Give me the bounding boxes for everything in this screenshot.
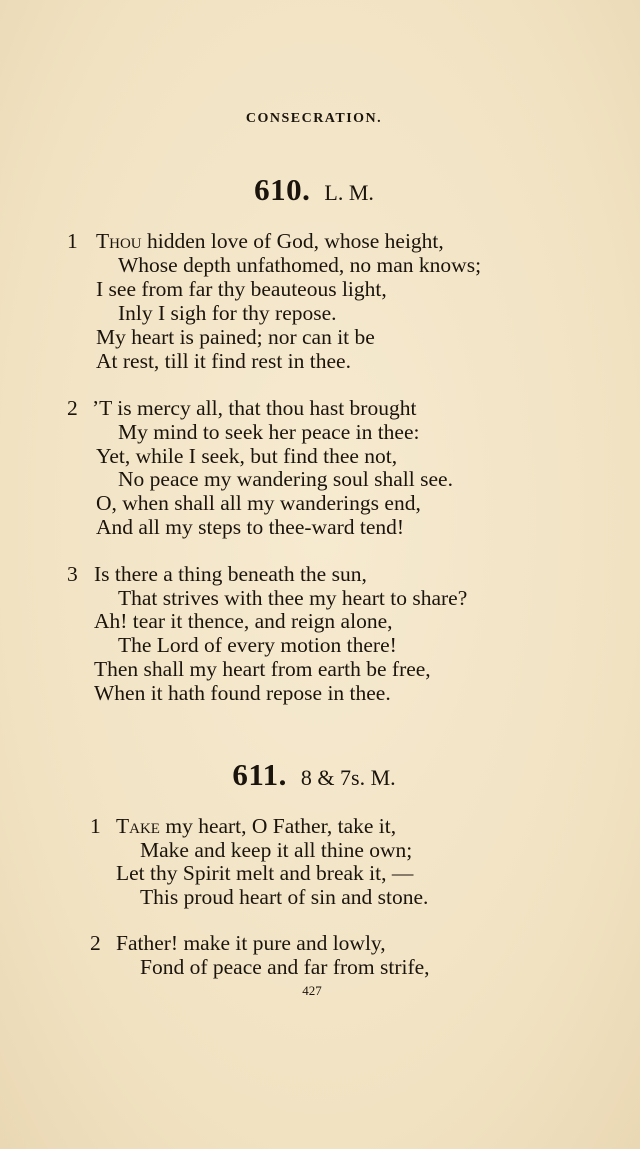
verse-line-text: Father! make it pure and lowly, xyxy=(116,931,386,955)
verse-line: Let thy Spirit melt and break it, — xyxy=(116,861,414,885)
verse-line: My heart is pained; nor can it be xyxy=(96,325,375,349)
verse-initial-word: Thou xyxy=(96,229,142,253)
running-head: CONSECRATION. xyxy=(245,111,383,126)
verse-line: Then shall my heart from earth be free, xyxy=(94,657,431,681)
hymn-heading-611 xyxy=(0,757,628,793)
verse-line: Ah! tear it thence, and reign alone, xyxy=(94,609,393,633)
verse-line xyxy=(96,229,444,253)
verse-line: When it hath found repose in thee. xyxy=(94,681,391,705)
stanza-number: 1 xyxy=(67,229,78,253)
verse-line-text: my heart, O Father, take it, xyxy=(159,814,397,838)
hymn-meter: L. M. xyxy=(324,180,374,205)
stanza-number: 2 xyxy=(90,931,101,955)
verse-line: This proud heart of sin and stone. xyxy=(140,885,429,909)
verse-line xyxy=(94,562,367,586)
verse-line-text: hidden love of God, whose height, xyxy=(141,229,444,253)
page-number: 427 xyxy=(302,983,322,998)
hymn-meter: 8 & 7s. M. xyxy=(300,765,396,790)
verse-initial-word: Take xyxy=(116,814,160,838)
verse-line: At rest, till it find rest in thee. xyxy=(96,349,351,373)
verse-line: Whose depth unfathomed, no man knows; xyxy=(118,253,482,277)
verse-line: Inly I sigh for thy repose. xyxy=(118,301,337,325)
verse-line xyxy=(92,396,416,420)
verse-line: And all my steps to thee-ward tend! xyxy=(96,515,405,539)
verse-line: My mind to seek her peace in thee: xyxy=(118,420,420,444)
verse-line xyxy=(116,931,386,955)
verse-line: Fond of peace and far from strife, xyxy=(140,955,430,979)
hymn-number: 611. xyxy=(232,757,287,792)
verse-line: Make and keep it all thine own; xyxy=(140,838,413,862)
verse-line xyxy=(116,814,396,838)
verse-line: I see from far thy beauteous light, xyxy=(96,277,387,301)
hymn-heading-610 xyxy=(0,172,628,208)
verse-line: That strives with thee my heart to share? xyxy=(118,586,468,610)
verse-line-text: Is there a thing beneath the sun, xyxy=(94,562,367,586)
stanza-number: 1 xyxy=(90,814,101,838)
verse-line-text: ’T is mercy all, that thou hast brought xyxy=(92,396,417,420)
stanza-number: 2 xyxy=(67,396,78,420)
stanza-number: 3 xyxy=(67,562,78,586)
hymn-number: 610. xyxy=(254,172,311,207)
verse-line: Yet, while I seek, but find thee not, xyxy=(96,444,398,468)
verse-line: O, when shall all my wanderings end, xyxy=(96,491,421,515)
verse-line: No peace my wandering soul shall see. xyxy=(118,467,453,491)
verse-line: The Lord of every motion there! xyxy=(118,633,397,657)
